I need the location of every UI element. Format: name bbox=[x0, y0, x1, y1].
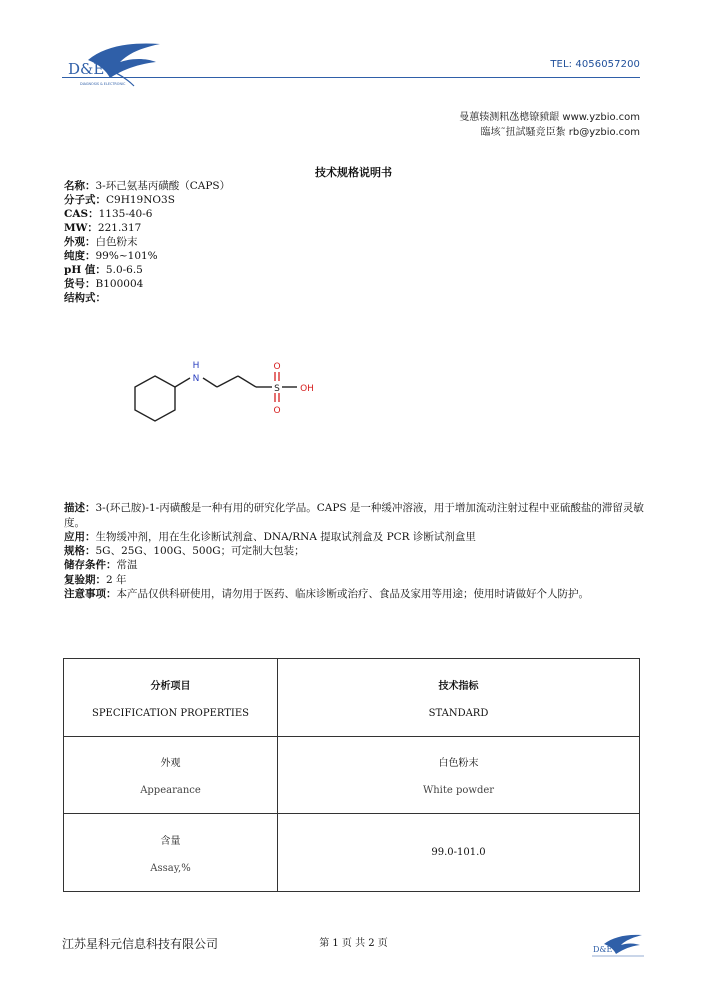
header-cell-standard bbox=[278, 659, 640, 737]
field-label: 货号： bbox=[64, 278, 96, 290]
atom-h: H bbox=[192, 361, 200, 371]
row-standard-cell bbox=[278, 737, 640, 814]
field-value: 99%~101% bbox=[95, 250, 158, 262]
field-label: CAS： bbox=[64, 208, 99, 220]
header-divider bbox=[62, 77, 640, 78]
property-cn: 含量 bbox=[160, 835, 181, 847]
page-indicator: 第 1 页 共 2 页 bbox=[319, 938, 388, 949]
field-name bbox=[64, 179, 230, 194]
property-en: Assay,% bbox=[150, 862, 191, 874]
detail-label: 应用： bbox=[64, 531, 96, 543]
field-appearance bbox=[64, 235, 138, 250]
field-label: 分子式： bbox=[64, 194, 106, 206]
detail-value: 2 年 bbox=[106, 574, 127, 586]
field-structure bbox=[64, 291, 106, 306]
detail-value: 本产品仅供科研使用，请勿用于医药、临床诊断或治疗、食品及家用等用途；使用时请做好个人防护。 bbox=[116, 588, 589, 600]
detail-label: 描述： bbox=[64, 502, 96, 514]
standard-cn: 白色粉末 bbox=[438, 758, 479, 769]
detail-specification bbox=[64, 544, 644, 559]
header-tel: TEL: 4056057200 bbox=[550, 59, 640, 70]
footer-company: 江苏星科元信息科技有限公司 bbox=[62, 937, 219, 951]
footer-logo bbox=[590, 932, 646, 960]
field-purity bbox=[64, 249, 158, 264]
detail-value: 3-(环己胺)-1-丙磺酸是一种有用的研究化学品。CAPS 是一种缓冲溶液，用于增加流动注射过程中亚硫酸盐的滞留灵敏度。 bbox=[64, 502, 644, 529]
detail-value: 生物缓冲剂，用在生化诊断试剂盒、DNA/RNA 提取试剂盒及 PCR 诊断试剂盒里 bbox=[95, 531, 476, 543]
table-row bbox=[64, 814, 640, 892]
atom-s: S bbox=[274, 384, 280, 394]
header-standard-cn: 技术指标 bbox=[438, 680, 479, 692]
logo-subtext: DIAGNOSIS & ELECTRONIC bbox=[80, 82, 126, 86]
detail-label: 复验期： bbox=[64, 574, 106, 586]
detail-value: 5G、25G、100G、500G；可定制大包装； bbox=[95, 545, 305, 557]
standard-en: White powder bbox=[422, 785, 495, 796]
detail-value: 常温 bbox=[116, 559, 138, 571]
atom-n: N bbox=[192, 374, 200, 384]
detail-label: 注意事项： bbox=[64, 588, 117, 600]
field-value: 221.317 bbox=[97, 222, 142, 234]
field-value: 5.0-6.5 bbox=[105, 264, 143, 276]
detail-precautions bbox=[64, 587, 644, 602]
specification-table bbox=[63, 658, 640, 892]
property-en: Appearance bbox=[140, 785, 201, 796]
field-label: 纯度： bbox=[64, 250, 96, 262]
chemical-structure bbox=[128, 356, 328, 428]
field-value: 3-环己氨基丙磺酸（CAPS） bbox=[95, 180, 231, 192]
standard-value: 99.0-101.0 bbox=[431, 847, 486, 858]
header-standard-en: STANDARD bbox=[428, 707, 489, 719]
detail-label: 储存条件： bbox=[64, 559, 117, 571]
field-value: 白色粉末 bbox=[95, 236, 138, 248]
atom-oh: OH bbox=[300, 384, 314, 394]
logo-text: D&E bbox=[68, 60, 105, 78]
property-cn: 外观 bbox=[160, 758, 181, 769]
atom-o-bottom: O bbox=[273, 406, 281, 416]
field-label: 外观： bbox=[64, 236, 96, 248]
detail-retest-period bbox=[64, 573, 644, 588]
field-catalog-number bbox=[64, 277, 143, 292]
row-property-cell bbox=[64, 737, 278, 814]
footer-logo-text: D&E bbox=[593, 945, 613, 954]
row-property-cell bbox=[64, 814, 278, 892]
field-label: 结构式： bbox=[64, 292, 106, 304]
field-ph bbox=[64, 263, 143, 278]
detail-application bbox=[64, 530, 644, 545]
company-logo bbox=[60, 38, 170, 88]
atom-o-top: O bbox=[273, 362, 281, 372]
header-cell-property bbox=[64, 659, 278, 737]
field-value: B100004 bbox=[95, 278, 144, 290]
field-mw bbox=[64, 221, 141, 236]
field-label: 名称： bbox=[64, 180, 96, 192]
header-property-en: SPECIFICATION PROPERTIES bbox=[91, 707, 250, 719]
table-header-row bbox=[64, 659, 640, 737]
cyclohexane-ring bbox=[135, 376, 175, 421]
field-formula bbox=[64, 193, 175, 208]
field-label: pH 值： bbox=[64, 264, 106, 276]
row-standard-cell bbox=[278, 814, 640, 892]
detail-label: 规格： bbox=[64, 545, 96, 557]
table-row bbox=[64, 737, 640, 814]
detail-storage bbox=[64, 558, 644, 573]
field-cas bbox=[64, 207, 152, 222]
field-label: MW： bbox=[64, 222, 98, 234]
header-property-cn: 分析项目 bbox=[150, 680, 191, 692]
contact-email: 臨垓˜扭試騷竞臣紮 rb@yzbio.com bbox=[480, 127, 640, 138]
document-title: 技术规格说明书 bbox=[315, 166, 392, 179]
field-value: C9H19NO3S bbox=[106, 194, 175, 206]
field-value: 1135-40-6 bbox=[98, 208, 153, 220]
contact-website: 曼蕙辏测籸氹樬镣豮龈 www.yzbio.com bbox=[459, 112, 640, 123]
detail-description bbox=[64, 501, 644, 530]
